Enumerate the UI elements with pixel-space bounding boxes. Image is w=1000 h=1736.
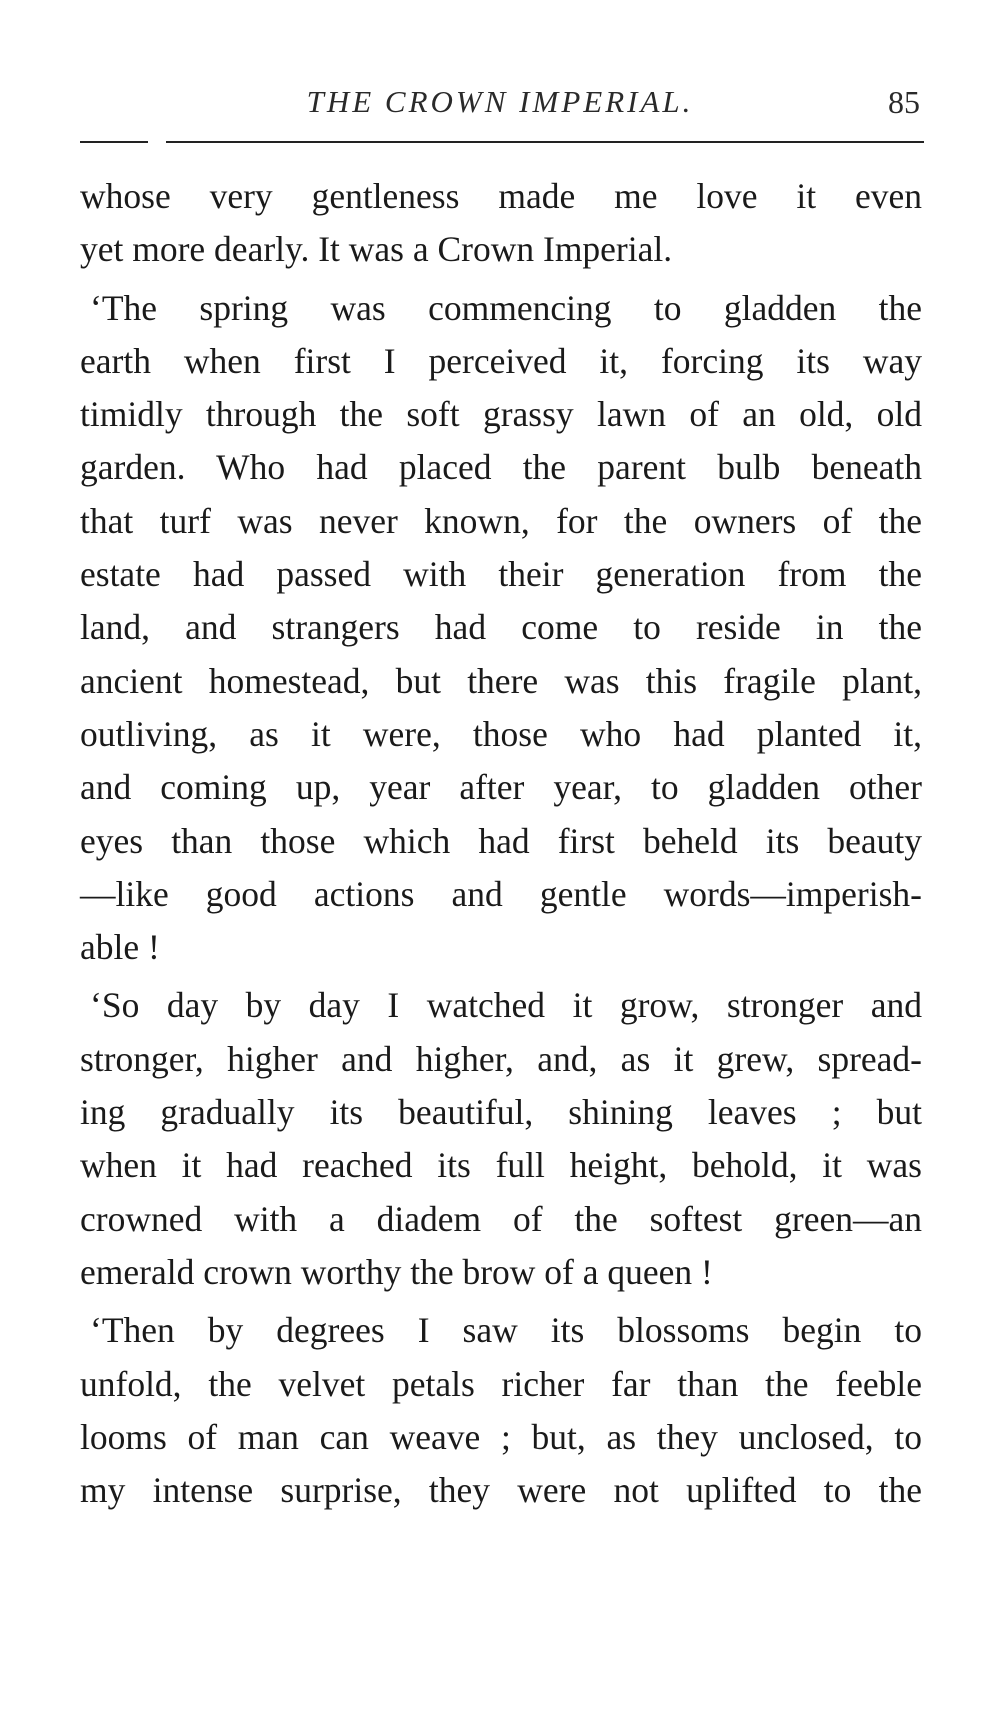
text-line: garden. Who had placed the parent bulb beneath: [80, 447, 922, 488]
text-line: yet more dearly. It was a Crown Imperial.: [80, 229, 673, 270]
paragraph-3: [80, 979, 922, 1299]
text-line: emerald crown worthy the brow of a queen !: [80, 1251, 713, 1292]
text-line: my intense surprise, they were not uplifted to the: [80, 1470, 922, 1511]
paragraph-2: [80, 282, 922, 975]
text-line: ‘The spring was commencing to gladden the: [90, 287, 922, 328]
text-line: timidly through the soft grassy lawn of an old, old: [80, 394, 922, 435]
text-line: land, and strangers had come to reside in the: [80, 607, 922, 648]
text-line: crowned with a diadem of the softest green—an: [80, 1198, 922, 1239]
text-line: eyes than those which had first beheld its beauty: [80, 820, 922, 861]
body-text: [80, 170, 922, 1522]
paragraph-1: [80, 170, 922, 277]
page-number: 85: [888, 84, 920, 120]
header-rule-short: [80, 141, 148, 143]
text-line: ancient homestead, but there was this fragile plant,: [80, 660, 922, 701]
text-line: earth when first I perceived it, forcing its way: [80, 340, 922, 381]
text-line: that turf was never known, for the owners of the: [80, 500, 922, 541]
text-line: when it had reached its full height, behold, it was: [80, 1145, 922, 1186]
text-line: stronger, higher and higher, and, as it grew, spread-: [80, 1038, 922, 1079]
text-line: —like good actions and gentle words—imperish-: [80, 873, 922, 914]
text-line: ‘Then by degrees I saw its blossoms begin to: [90, 1310, 922, 1351]
text-line: ‘So day by day I watched it grow, stronger and: [90, 985, 922, 1026]
text-line: ing gradually its beautiful, shining leaves ; but: [80, 1092, 922, 1133]
header-rule-long: [166, 141, 924, 143]
text-line: able !: [80, 927, 160, 968]
running-title: THE CROWN IMPERIAL.: [306, 84, 694, 119]
text-line: estate had passed with their generation from the: [80, 554, 922, 595]
running-head: [80, 84, 920, 128]
text-line: outliving, as it were, those who had planted it,: [80, 713, 922, 754]
text-line: unfold, the velvet petals richer far than the feeble: [80, 1363, 922, 1404]
text-line: and coming up, year after year, to gladden other: [80, 767, 922, 808]
text-line: whose very gentleness made me love it even: [80, 176, 922, 216]
text-line: looms of man can weave ; but, as they unclosed, to: [80, 1416, 922, 1457]
paragraph-4: [80, 1304, 922, 1517]
